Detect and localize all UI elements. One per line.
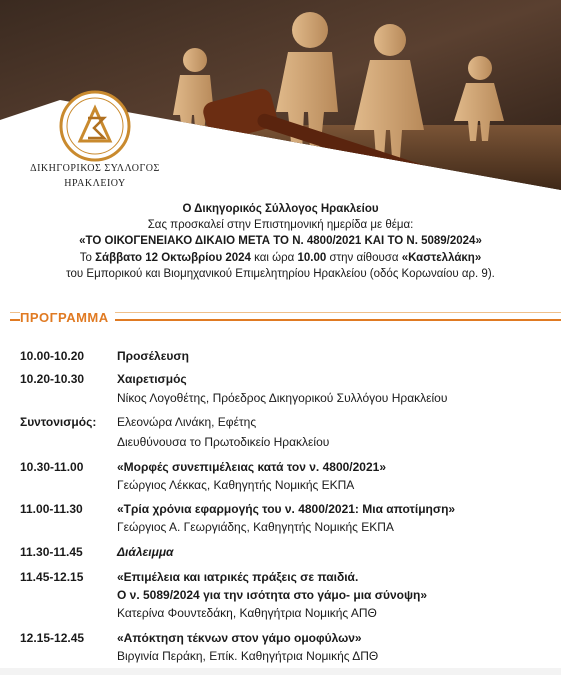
slot-speaker: Γεώργιος Λέκκας, Καθηγητής Νομικής ΕΚΠΑ (117, 478, 355, 492)
slot-title: «Τρία χρόνια εφαρμογής του ν. 4800/2021: Μια αποτίμηση» (117, 502, 456, 516)
slot-speaker: Βιργινία Περάκη, Επίκ. Καθηγήτρια Νομικής ΔΠΘ (117, 649, 379, 663)
bottom-strip (0, 668, 561, 675)
slot-speaker: Νίκος Λογοθέτης, Πρόεδρος Δικηγορικού Συλλόγου Ηρακλείου (117, 391, 448, 405)
bar-association-logo (50, 86, 140, 166)
intro-invite: Σας προσκαλεί στην Επιστημονική ημερίδα με θέμα: (147, 219, 414, 231)
time-prefix: και ώρα (250, 252, 298, 264)
org-name-line1: ΔΙΚΗΓΟΡΙΚΟΣ ΣΥΛΛΟΓΟΣ (30, 163, 160, 174)
slot-time: 11.45-12.15 (20, 570, 84, 584)
date-prefix: Το (79, 252, 96, 264)
event-date: Σάββατο 12 Οκτωβρίου 2024 (95, 252, 251, 264)
event-time: 10.00 (297, 252, 327, 264)
event-venue: του Εμπορικού και Βιομηχανικού Επιμελητηρίου Ηρακλείου (οδός Κορωναίου αρ. 9). (66, 268, 495, 280)
intro-org: Ο Δικηγορικός Σύλλογος Ηρακλείου (182, 203, 379, 215)
slot-title: «Επιμέλεια και ιατρικές πράξεις σε παιδιά. (117, 570, 359, 584)
event-title: «ΤΟ ΟΙΚΟΓΕΝΕΙΑΚΟ ΔΙΚΑΙΟ ΜΕΤΑ ΤΟ Ν. 4800/2021 ΚΑΙ ΤΟ Ν. 5089/2024» (79, 235, 482, 247)
moderator-role: Διευθύνουσα το Πρωτοδικείο Ηρακλείου (117, 435, 330, 449)
program-title: ΠΡΟΓΡΑΜΜΑ (20, 310, 115, 325)
slot-title-cont: Ο ν. 5089/2024 για την ισότητα στο γάμο- μια σύνοψη» (117, 588, 428, 602)
slot-title: Διάλειμμα (117, 545, 174, 559)
moderator-name: Ελεονώρα Λινάκη, Εφέτης (117, 415, 257, 429)
slot-title: «Απόκτηση τέκνων στον γάμο ομοφύλων» (117, 631, 362, 645)
room-prefix: στην αίθουσα (326, 252, 402, 264)
slot-speaker: Γεώργιος Α. Γεωργιάδης, Καθηγητής Νομικής ΕΚΠΑ (117, 520, 394, 534)
slot-title: Χαιρετισμός (117, 372, 187, 386)
event-room: «Καστελλάκη» (401, 252, 482, 264)
slot-time: 10.30-11.00 (20, 460, 84, 474)
org-name-line2: ΗΡΑΚΛΕΙΟΥ (64, 178, 126, 189)
event-date-line (0, 250, 561, 266)
slot-time: 10.00-10.20 (20, 349, 85, 363)
slot-title: «Μορφές συνεπιμέλειας κατά τον ν. 4800/2021» (117, 460, 386, 474)
slot-time: 12.15-12.45 (20, 631, 85, 645)
slot-time: 11.30-11.45 (20, 545, 83, 559)
slot-speaker: Κατερίνα Φουντεδάκη, Καθηγήτρια Νομικής ΑΠΘ (117, 606, 377, 620)
slot-time: 11.00-11.30 (20, 502, 83, 516)
slot-title: Προσέλευση (117, 349, 189, 363)
slot-time: 10.20-10.30 (20, 372, 85, 386)
moderator-label: Συντονισμός: (20, 415, 97, 429)
